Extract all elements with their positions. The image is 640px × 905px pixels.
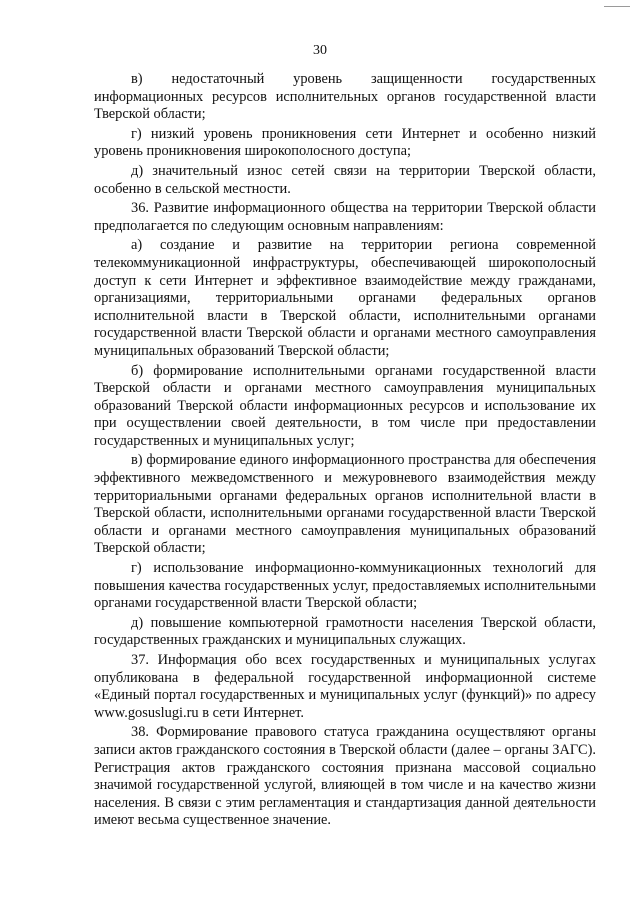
paragraph-36-v: в) формирование единого информационного пространства для обеспечения эффективного межведомственного и межуровневого взаимодействия между территориальными органами федеральных органов исполнительной власти в Тверской области, исполнительными органами государственной власти Тверской области и органами местного самоуправления муниципальных образований Тверской области; (94, 452, 596, 557)
paragraph-38: 38. Формирование правового статуса гражданина осуществляют органы записи актов гражданского состояния в Тверской области (далее – органы ЗАГС). Регистрация актов гражданского состояния признана массовой социально значимой государственной услугой, влияющей в том числе и на качество жизни населения. В связи с этим регламентация и стандартизация данной деятельности имеют весьма существенное значение. (94, 724, 596, 829)
document-body (94, 71, 596, 830)
paragraph-36-a: а) создание и развитие на территории региона современной телекоммуникационной инфраструктуры, обеспечивающей широкополосный доступ к сети Интернет и эффективное взаимодействие между гражданами, организациями, территориальными органами федеральных органов исполнительной власти в Тверской области, исполнительными органами государственной власти Тверской области и органами местного самоуправления муниципальных образований Тверской области; (94, 237, 596, 359)
paragraph-item-d-networks: д) значительный износ сетей связи на территории Тверской области, особенно в сельской местности. (94, 162, 596, 197)
paragraph-37: 37. Информация обо всех государственных и муниципальных услугах опубликована в федеральной государственной информационной системе «Единый портал государственных и муниципальных услуг (функций)» по адресу www.gosuslugi.ru в сети Интернет. (94, 652, 596, 721)
paragraph-item-g-internet: г) низкий уровень проникновения сети Интернет и особенно низкий уровень проникновения широкополосного доступа; (94, 125, 596, 160)
paragraph-36-d: д) повышение компьютерной грамотности населения Тверской области, государственных гражданских и муниципальных служащих. (94, 614, 596, 649)
paragraph-36: 36. Развитие информационного общества на территории Тверской области предполагается по следующим основным направлениям: (94, 200, 596, 234)
paragraph-36-b: б) формирование исполнительными органами государственной власти Тверской области и органами местного самоуправления муниципальных образований Тверской области информационных ресурсов и использование их при осуществлении своей деятельности, в том числе при предоставлении государственных и муниципальных услуг; (94, 362, 596, 449)
paragraph-item-v-security: в) недостаточный уровень защищенности государственных информационных ресурсов исполнительных органов государственной власти Тверской области; (94, 71, 596, 123)
paragraph-36-g: г) использование информационно-коммуникационных технологий для повышения качества государственных услуг, предоставляемых исполнительными органами государственной власти Тверской области; (94, 560, 596, 612)
page-number: 30 (313, 43, 327, 58)
scan-edge-mark (604, 6, 630, 7)
